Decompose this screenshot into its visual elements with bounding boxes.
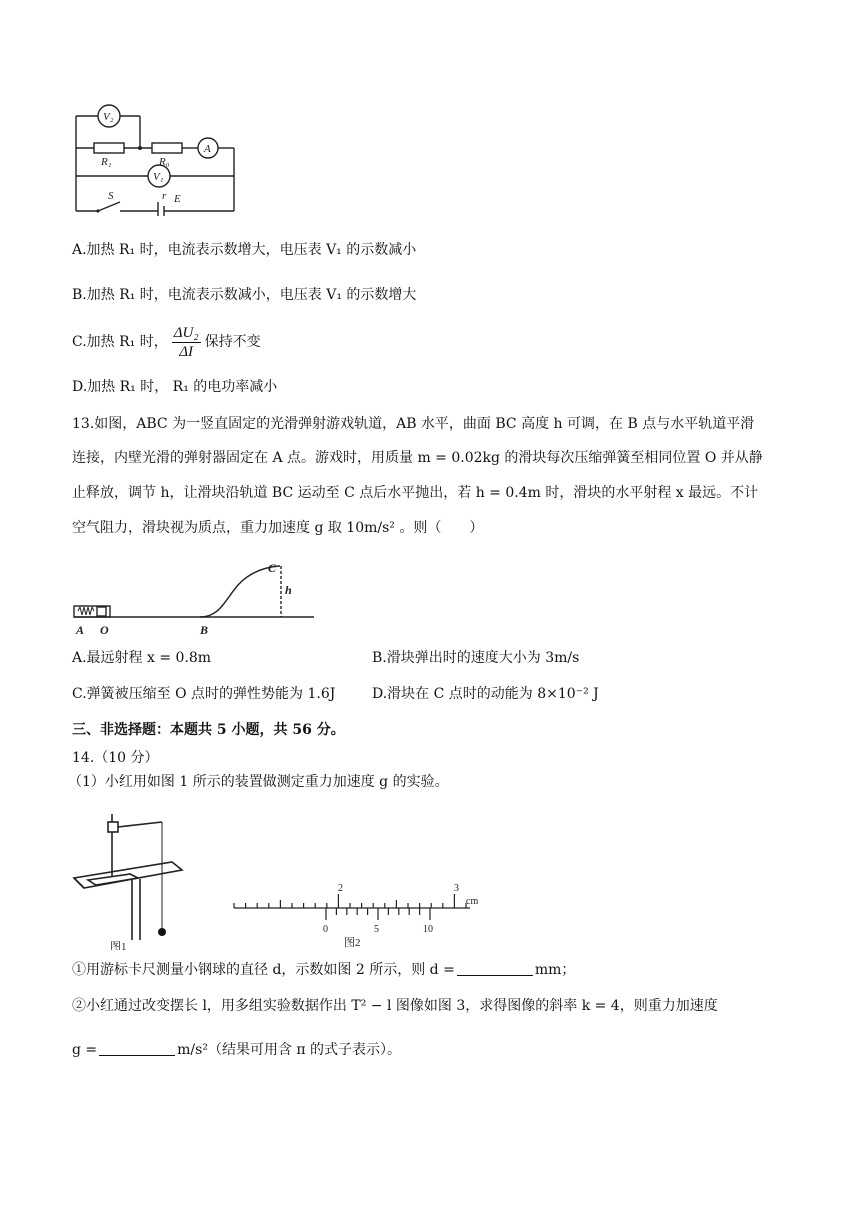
main-scale-unit: cm [466,896,479,907]
vernier-scale-ticks [326,908,430,920]
q13-line-3: 止释放，调节 h，让滑块沿轨道 BC 运动至 C 点后水平抛出，若 h = 0.4m 时，滑块的水平射程 x 最远。不计 [72,485,759,501]
label-v2: V₂ [103,111,114,123]
label-s: S [108,190,114,202]
q14-heading: 14.（10 分） [72,750,159,766]
stand-arm [118,822,162,827]
label-a: A [204,143,211,155]
label-track-o: O [100,623,109,637]
q12-option-d: D.加热 R₁ 时， R₁ 的电功率减小 [72,379,278,395]
label-r1: R₁ [101,156,112,168]
label-v1: V₁ [153,171,164,183]
circuit-diagram [70,98,240,216]
q13-option-c: C.弹簧被压缩至 O 点时的弹性势能为 1.6J [72,686,336,702]
q14-step-3 [72,1040,401,1060]
q12-option-a: A.加热 R₁ 时，电流表示数增大，电压表 V₁ 的示数减小 [72,242,417,258]
q14-step-3-suffix: m/s²（结果可用含 π 的式子表示）。 [177,1042,402,1058]
answer-blank-d[interactable] [457,961,533,976]
label-track-h: h [285,583,292,597]
q13-option-b: B.滑块弹出时的速度大小为 3m/s [372,650,580,666]
q12-option-b: B.加热 R₁ 时，电流表示数减小，电压表 V₁ 的示数增大 [72,287,417,303]
fraction-numerator: ΔU₂ [173,324,199,341]
main-scale-label-3: 3 [454,883,459,894]
label-r0: R₀ [159,156,170,168]
q13-option-d: D.滑块在 C 点时的动能为 8×10⁻² J [372,686,599,702]
label-r: r [162,190,167,202]
slider-block-icon [97,607,106,616]
q14-part-1: （1）小红用如图 1 所示的装置做测定重力加速度 g 的实验。 [68,774,449,790]
label-track-c: C [268,561,277,575]
section-3-heading: 三、非选择题：本题共 5 小题，共 56 分。 [72,722,345,738]
spring-icon [78,607,94,615]
pendulum-apparatus-figure [70,800,220,950]
q13-line-4: 空气阻力，滑块视为质点，重力加速度 g 取 10m/s² 。则（ ） [72,520,484,536]
q14-step-1-prefix: ①用游标卡尺测量小钢球的直径 d，示数如图 2 所示，则 d = [72,962,455,978]
fig-2-label: 图2 [344,937,361,949]
fraction-du2-di [172,324,201,361]
q14-step-1 [72,960,575,980]
q14-step-1-suffix: mm； [534,962,576,978]
vernier-label-5: 5 [374,924,379,935]
answer-blank-g[interactable] [99,1041,175,1056]
q14-step-3-prefix: g = [72,1042,98,1058]
vernier-label-0: 0 [323,924,328,935]
vernier-caliper-figure [230,878,500,950]
main-scale-label-2: 2 [338,883,343,894]
track-diagram [70,560,320,640]
label-e: E [174,193,181,205]
fraction-denominator: ΔI [179,343,194,360]
vernier-label-10: 10 [423,924,433,935]
fig-1-label: 图1 [110,941,127,950]
main-scale-ticks [234,894,466,908]
q13-line-2: 连接，内壁光滑的弹射器固定在 A 点。游戏时，用质量 m = 0.02kg 的滑块每次压缩弹簧至相同位置 O 并从静 [72,450,763,466]
q12-option-c-suffix: 保持不变 [204,334,261,350]
q13-option-a: A.最远射程 x = 0.8m [72,650,212,666]
q12-option-c-prefix: C.加热 R₁ 时， [72,334,168,350]
steel-ball-icon [158,928,166,936]
label-track-a: A [76,623,85,637]
label-track-b: B [200,623,209,637]
q14-step-2: ②小红通过改变摆长 l，用多组实验数据作出 T² − l 图像如图 3，求得图像的斜率 k = 4，则重力加速度 [72,998,718,1014]
q13-line-1: 13.如图，ABC 为一竖直固定的光滑弹射游戏轨道，AB 水平，曲面 BC 高度 h 可调，在 B 点与水平轨道平滑 [72,416,755,432]
q12-option-c [72,322,261,362]
